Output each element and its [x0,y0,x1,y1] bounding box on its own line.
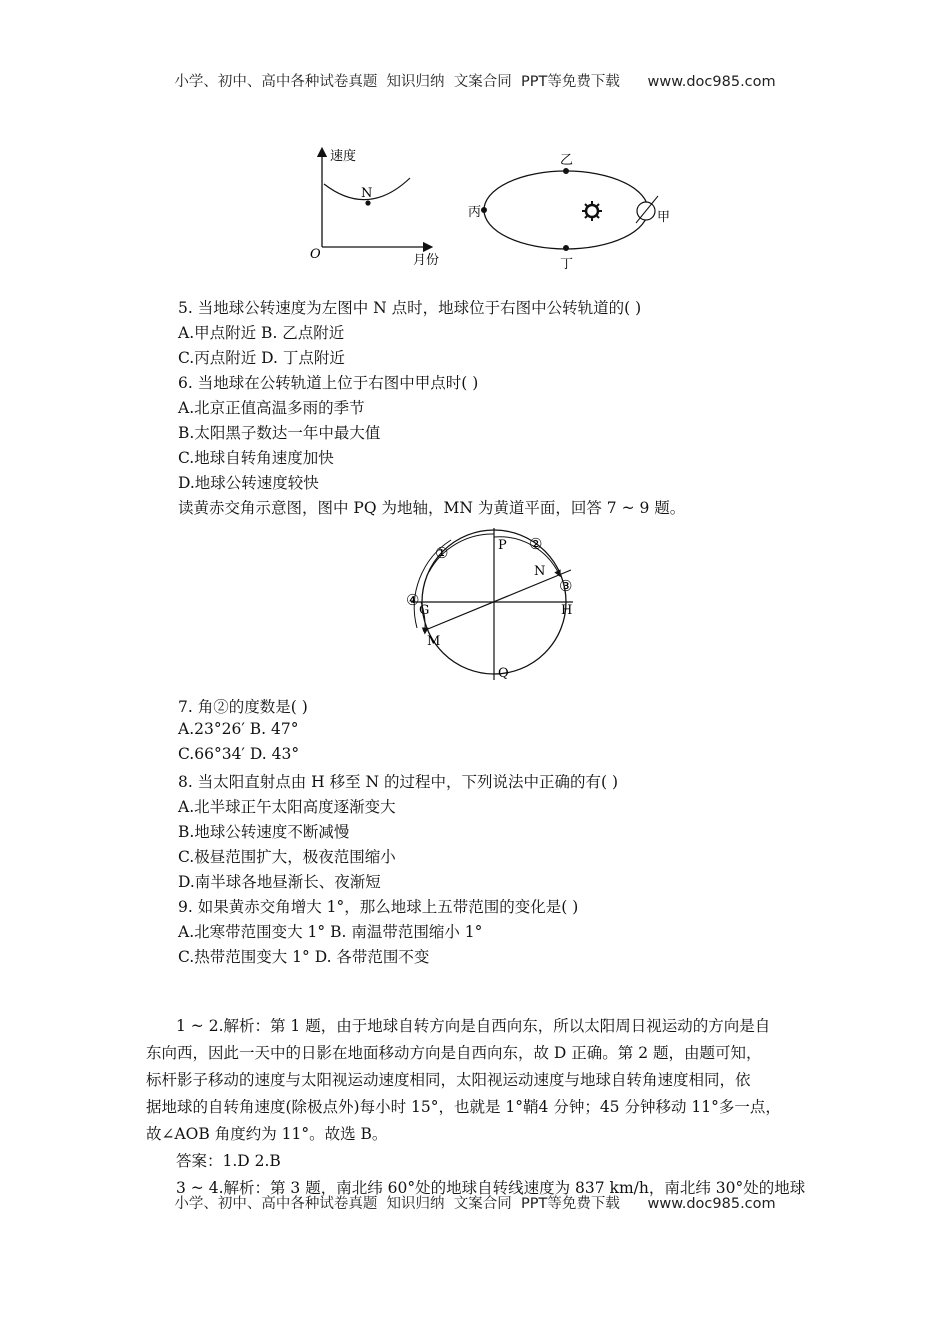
q7-options-cd: C.66°34′ D. 43° [178,745,300,763]
label-angle-2: ② [529,535,543,553]
q5-options-ab: A.甲点附近 B. 乙点附近 [178,324,345,342]
label-q: Q [498,666,509,681]
q7-stem: 7. 角②的度数是( ) [178,698,308,716]
point-ding-dot [563,245,569,251]
speed-xlabel: 月份 [413,253,440,268]
sun-icon [582,201,602,221]
point-ding-label: 丁 [560,257,574,272]
label-n: N [534,564,546,579]
q9-stem: 9. 如果黄赤交角增大 1°，那么地球上五带范围的变化是( ) [178,898,579,916]
page-footer: 小学、初中、高中各种试卷真题 知识归纳 文案合同 PPT等免费下载 www.doc985.com [174,1196,776,1212]
q7-options-ab: A.23°26′ B. 47° [178,720,299,738]
analysis-line-3: 标杆影子移动的速度与太阳视运动速度相同，太阳视运动速度与地球自转角速度相同，依 [146,1071,751,1089]
analysis-line-7: 3 ~ 4.解析：第 3 题，南北纬 60°处的地球自转线速度为 837 km/h，南北纬 30°处的地球 [176,1179,806,1197]
point-yi-dot [563,168,569,174]
point-n-label: N [361,186,373,201]
label-h: H [561,603,573,618]
q9-options-cd: C.热带范围变大 1° D. 各带范围不变 [178,948,430,966]
ecliptic-mn [423,570,571,631]
label-g: G [419,603,430,618]
q8-option-d: D.南半球各地昼渐长、夜渐短 [178,873,381,891]
analysis-block [146,1013,808,1202]
q6-option-a: A.北京正值高温多雨的季节 [178,399,365,417]
label-angle-3: ③ [559,577,573,595]
speed-ylabel: 速度 [330,149,357,164]
label-angle-1: ① [435,544,449,562]
label-angle-4: ④ [406,591,420,609]
figure-speed-orbit [300,140,690,275]
q8-option-a: A.北半球正午太阳高度逐渐变大 [178,798,396,816]
label-m: M [427,634,441,649]
q5-options-cd: C.丙点附近 D. 丁点附近 [178,349,345,367]
point-jia-label: 甲 [657,210,671,225]
q5-stem: 5. 当地球公转速度为左图中 N 点时，地球位于右图中公转轨道的( ) [178,299,642,317]
earth-icon [636,196,658,223]
point-n-dot [365,200,370,205]
point-bing-dot [481,207,487,213]
point-bing-label: 丙 [468,205,482,220]
page-header: 小学、初中、高中各种试卷真题 知识归纳 文案合同 PPT等免费下载 www.doc985.com [174,74,776,90]
q8-option-b: B.地球公转速度不断减慢 [178,823,350,841]
q6-option-d: D.地球公转速度较快 [178,474,319,492]
section-intro: 读黄赤交角示意图，图中 PQ 为地轴，MN 为黄道平面，回答 7 ~ 9 题。 [178,499,686,517]
analysis-line-5: 故∠AOB 角度约为 11°。故选 B。 [146,1125,388,1143]
label-p: P [498,538,507,553]
q8-option-c: C.极昼范围扩大，极夜范围缩小 [178,848,396,866]
analysis-line-2: 东向西，因此一天中的日影在地面移动方向是自西向东，故 D 正确。第 2 题，由题可知， [146,1044,762,1062]
point-yi-label: 乙 [560,153,574,168]
q6-option-c: C.地球自转角速度加快 [178,449,334,467]
orbit-ellipse [484,171,648,249]
q6-option-b: B.太阳黑子数达一年中最大值 [178,424,381,442]
origin-label: O [310,247,321,262]
analysis-line-4: 据地球的自转角速度(除极点外)每小时 15°，也就是 1°鞘4 分钟；45 分钟移动 11°多一点， [146,1098,781,1116]
q9-options-ab: A.北寒带范围变大 1° B. 南温带范围缩小 1° [178,923,483,941]
q8-stem: 8. 当太阳直射点由 H 移至 N 的过程中，下列说法中正确的有( ) [178,773,619,791]
answer-line: 答案：1.D 2.B [176,1152,281,1170]
analysis-line-1: 1 ~ 2.解析：第 1 题，由于地球自转方向是自西向东，所以太阳周日视运动的方向是自 [176,1017,771,1035]
figure-obliquity [395,528,595,688]
q6-stem: 6. 当地球在公转轨道上位于右图中甲点时( ) [178,374,479,392]
